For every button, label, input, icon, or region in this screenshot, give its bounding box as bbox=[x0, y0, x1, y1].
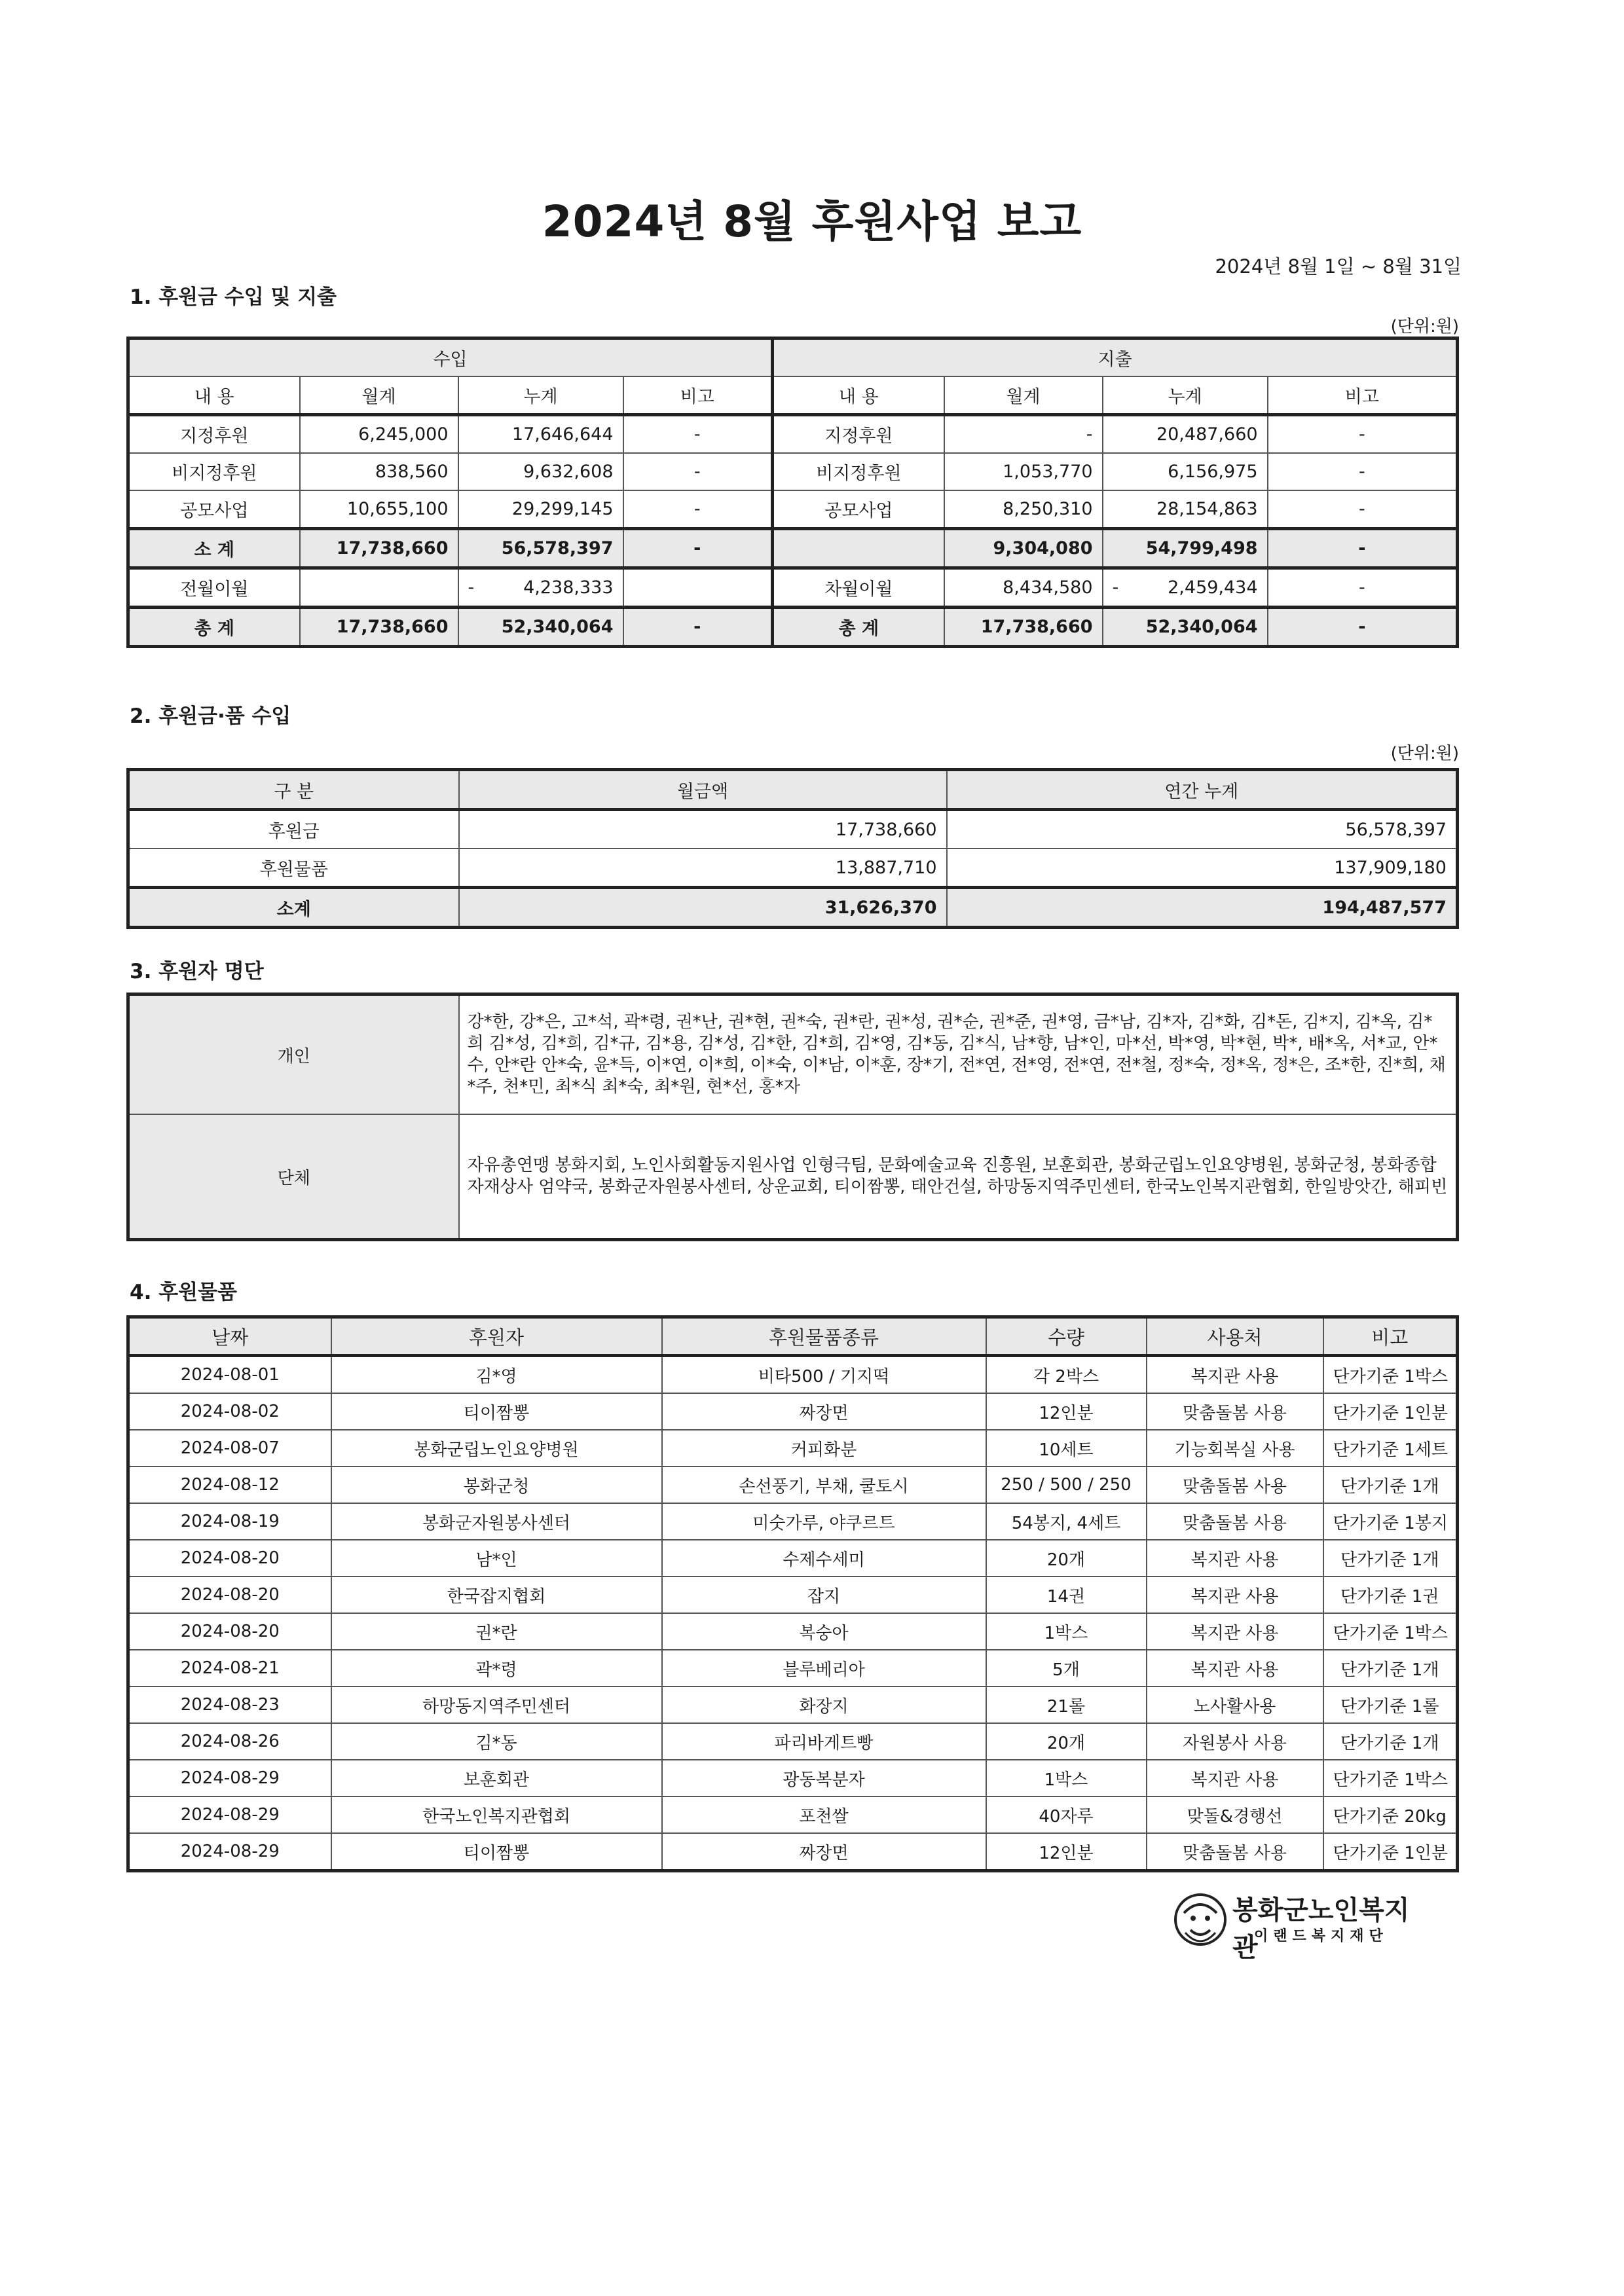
goods-donor-cell: 김*동 bbox=[331, 1723, 662, 1760]
individual-label: 개인 bbox=[128, 994, 459, 1115]
table-cell: 10,655,100 bbox=[300, 490, 458, 529]
table-cell: 20,487,660 bbox=[1103, 415, 1268, 454]
receipts-table bbox=[126, 768, 1459, 929]
goods-date-cell: 2024-08-23 bbox=[128, 1686, 331, 1723]
column-header: 구 분 bbox=[128, 770, 459, 810]
group-label: 단체 bbox=[128, 1114, 459, 1240]
table-cell: 공모사업 bbox=[773, 490, 944, 529]
goods-note-cell: 단가기준 1박스 bbox=[1323, 1760, 1458, 1796]
goods-qty-cell: 21롤 bbox=[986, 1686, 1147, 1723]
goods-use-cell: 복지관 사용 bbox=[1147, 1760, 1323, 1796]
goods-qty-cell: 20개 bbox=[986, 1723, 1147, 1760]
goods-item-cell: 짜장면 bbox=[662, 1833, 986, 1871]
goods-qty-cell: 20개 bbox=[986, 1540, 1147, 1576]
goods-item-cell: 수제수세미 bbox=[662, 1540, 986, 1576]
goods-note-cell: 단가기준 20kg bbox=[1323, 1796, 1458, 1833]
table-cell: 후원금 bbox=[128, 810, 459, 849]
goods-date-cell: 2024-08-20 bbox=[128, 1540, 331, 1576]
individual-donor-names: 강*한, 강*은, 고*석, 곽*령, 권*난, 권*현, 권*숙, 권*란, 권*성, 권*순, 권*준, 권*영, 금*남, 김*자, 김*화, 김*돈, 김*지, 김*옥, 김*희 김*성, 김*희, 김*규, 김*용, 김*성, 김*한, 김*희, 김*영, 김*동, 김*식, 남*향, 남*인, 마*선, 박*영, 박*현, 박*, 배*옥, 서*교, 안*수, 안*란 안*숙, 윤*득, 이*연, 이*희, 이*숙, 이*남, 이*훈, 장*기, 전*연, 전*영, 전*연, 전*철, 정*숙, 정*옥, 정*은, 조*한, 진*희, 채*주, 천*민, 최*식 최*숙, 최*원, 현*선, 홍*자 bbox=[459, 994, 1458, 1115]
section-donor-list-heading: 3. 후원자 명단 bbox=[130, 960, 264, 983]
table-cell bbox=[623, 568, 773, 608]
table-cell: 17,646,644 bbox=[458, 415, 623, 454]
goods-use-cell: 복지관 사용 bbox=[1147, 1540, 1323, 1576]
goods-qty-cell: 12인분 bbox=[986, 1393, 1147, 1430]
table-cell: 지정후원 bbox=[128, 415, 300, 454]
table-cell: 비지정후원 bbox=[773, 453, 944, 490]
table-cell: 17,738,660 bbox=[944, 608, 1103, 647]
table-row bbox=[128, 490, 1458, 529]
goods-date-cell: 2024-08-29 bbox=[128, 1796, 331, 1833]
income-header: 수입 bbox=[128, 338, 773, 377]
goods-donor-cell: 김*영 bbox=[331, 1356, 662, 1394]
column-header: 수량 bbox=[986, 1317, 1147, 1356]
goods-date-cell: 2024-08-02 bbox=[128, 1393, 331, 1430]
table-row bbox=[128, 1503, 1458, 1540]
subtotal-row bbox=[128, 888, 1458, 928]
table-cell: 13,887,710 bbox=[459, 848, 947, 888]
section-receipts-heading: 2. 후원금·품 수입 bbox=[130, 704, 291, 728]
goods-item-cell: 잡지 bbox=[662, 1576, 986, 1613]
unit-label: (단위:원) bbox=[1390, 317, 1459, 337]
table-cell bbox=[773, 529, 944, 568]
goods-use-cell: 복지관 사용 bbox=[1147, 1650, 1323, 1686]
goods-item-cell: 화장지 bbox=[662, 1686, 986, 1723]
table-row bbox=[128, 1430, 1458, 1467]
table-cell: 총 계 bbox=[128, 608, 300, 647]
goods-use-cell: 노사활사용 bbox=[1147, 1686, 1323, 1723]
column-header: 사용처 bbox=[1147, 1317, 1323, 1356]
column-header: 후원자 bbox=[331, 1317, 662, 1356]
goods-use-cell: 맞춤돌봄 사용 bbox=[1147, 1503, 1323, 1540]
table-cell: 6,245,000 bbox=[300, 415, 458, 454]
table-row bbox=[128, 1467, 1458, 1503]
donated-goods-table bbox=[126, 1315, 1459, 1872]
table-cell: - bbox=[1268, 453, 1458, 490]
goods-item-cell: 짜장면 bbox=[662, 1393, 986, 1430]
total-row bbox=[128, 608, 1458, 647]
group-donors-row bbox=[128, 1114, 1458, 1240]
column-header: 연간 누계 bbox=[947, 770, 1458, 810]
column-header: 날짜 bbox=[128, 1317, 331, 1356]
goods-date-cell: 2024-08-29 bbox=[128, 1833, 331, 1871]
page-title: 2024년 8월 후원사업 보고 bbox=[542, 196, 1082, 247]
goods-item-cell: 파리바게트빵 bbox=[662, 1723, 986, 1760]
table-row bbox=[128, 453, 1458, 490]
goods-donor-cell: 봉화군자원봉사센터 bbox=[331, 1503, 662, 1540]
goods-donor-cell: 봉화군립노인요양병원 bbox=[331, 1430, 662, 1467]
goods-use-cell: 맞춤돌봄 사용 bbox=[1147, 1467, 1323, 1503]
table-cell: 전월이월 bbox=[128, 568, 300, 608]
table-cell: - bbox=[1268, 529, 1458, 568]
unit-label: (단위:원) bbox=[1390, 744, 1459, 763]
group-donor-names: 자유총연맹 봉화지회, 노인사회활동지원사업 인형극팀, 문화예술교육 진흥원, 보훈회관, 봉화군립노인요양병원, 봉화군청, 봉화종합자재상사 엄약국, 봉화군자원봉사센터, 상운교회, 티이짬뽕, 태안건설, 하망동지역주민센터, 한국노인복지관협회, 한일방앗간, 해피빈 bbox=[459, 1114, 1458, 1240]
column-header: 내 용 bbox=[128, 376, 300, 415]
table-row bbox=[128, 1540, 1458, 1576]
goods-qty-cell: 250 / 500 / 250 bbox=[986, 1467, 1147, 1503]
table-cell: 지정후원 bbox=[773, 415, 944, 454]
table-cell: 소 계 bbox=[128, 529, 300, 568]
foundation-name: 이랜드복지재단 bbox=[1254, 1928, 1388, 1944]
goods-use-cell: 자원봉사 사용 bbox=[1147, 1723, 1323, 1760]
organization-name: 봉화군노인복지관 bbox=[1232, 1895, 1410, 1963]
goods-item-cell: 커피화분 bbox=[662, 1430, 986, 1467]
goods-qty-cell: 각 2박스 bbox=[986, 1356, 1147, 1394]
report-period: 2024년 8월 1일 ~ 8월 31일 bbox=[1215, 255, 1462, 278]
table-cell: - bbox=[1268, 568, 1458, 608]
table-cell: 6,156,975 bbox=[1103, 453, 1268, 490]
table-cell: 17,738,660 bbox=[300, 608, 458, 647]
goods-use-cell: 맞춤돌봄 사용 bbox=[1147, 1833, 1323, 1871]
elder-face-logo-icon bbox=[1172, 1891, 1228, 1950]
goods-qty-cell: 14권 bbox=[986, 1576, 1147, 1613]
cell-value: 2,459,434 bbox=[1168, 577, 1258, 598]
table-cell: - bbox=[1268, 415, 1458, 454]
table-cell: - bbox=[944, 415, 1103, 454]
table-cell: 56,578,397 bbox=[458, 529, 623, 568]
goods-qty-cell: 10세트 bbox=[986, 1430, 1147, 1467]
table-cell: 52,340,064 bbox=[1103, 608, 1268, 647]
goods-donor-cell: 권*란 bbox=[331, 1613, 662, 1650]
table-cell: 56,578,397 bbox=[947, 810, 1458, 849]
goods-use-cell: 맞돌&경행선 bbox=[1147, 1796, 1323, 1833]
table-cell: - bbox=[623, 608, 773, 647]
goods-use-cell: 복지관 사용 bbox=[1147, 1356, 1323, 1394]
goods-date-cell: 2024-08-29 bbox=[128, 1760, 331, 1796]
table-cell: 9,632,608 bbox=[458, 453, 623, 490]
goods-use-cell: 기능회복실 사용 bbox=[1147, 1430, 1323, 1467]
goods-note-cell: 단가기준 1박스 bbox=[1323, 1613, 1458, 1650]
table-cell: 후원물품 bbox=[128, 848, 459, 888]
goods-date-cell: 2024-08-07 bbox=[128, 1430, 331, 1467]
goods-item-cell: 미숫가루, 야쿠르트 bbox=[662, 1503, 986, 1540]
table-row bbox=[128, 1686, 1458, 1723]
column-header: 누계 bbox=[1103, 376, 1268, 415]
table-cell: 54,799,498 bbox=[1103, 529, 1268, 568]
table-cell: 9,304,080 bbox=[944, 529, 1103, 568]
goods-donor-cell: 한국잡지협회 bbox=[331, 1576, 662, 1613]
column-header: 비고 bbox=[1323, 1317, 1458, 1356]
table-row bbox=[128, 1356, 1458, 1394]
goods-qty-cell: 1박스 bbox=[986, 1760, 1147, 1796]
goods-date-cell: 2024-08-01 bbox=[128, 1356, 331, 1394]
table-cell: 1,053,770 bbox=[944, 453, 1103, 490]
column-header: 후원물품종류 bbox=[662, 1317, 986, 1356]
table-row bbox=[128, 1393, 1458, 1430]
goods-qty-cell: 1박스 bbox=[986, 1613, 1147, 1650]
minus-sign: - bbox=[1112, 577, 1119, 598]
goods-donor-cell: 한국노인복지관협회 bbox=[331, 1796, 662, 1833]
goods-note-cell: 단가기준 1인분 bbox=[1323, 1393, 1458, 1430]
goods-item-cell: 복숭아 bbox=[662, 1613, 986, 1650]
cell-value: 4,238,333 bbox=[523, 577, 614, 598]
goods-donor-cell: 티이짬뽕 bbox=[331, 1833, 662, 1871]
table-cell: 8,434,580 bbox=[944, 568, 1103, 608]
table-cell: 31,626,370 bbox=[459, 888, 947, 928]
table-row bbox=[128, 415, 1458, 454]
table-cell: 838,560 bbox=[300, 453, 458, 490]
table-cell: 17,738,660 bbox=[459, 810, 947, 849]
goods-date-cell: 2024-08-21 bbox=[128, 1650, 331, 1686]
table-cell bbox=[300, 568, 458, 608]
table-row bbox=[128, 1650, 1458, 1686]
goods-note-cell: 단가기준 1개 bbox=[1323, 1650, 1458, 1686]
table-cell bbox=[1103, 568, 1268, 608]
goods-note-cell: 단가기준 1개 bbox=[1323, 1540, 1458, 1576]
table-cell: 194,487,577 bbox=[947, 888, 1458, 928]
goods-donor-cell: 티이짬뽕 bbox=[331, 1393, 662, 1430]
table-cell: 52,340,064 bbox=[458, 608, 623, 647]
goods-date-cell: 2024-08-12 bbox=[128, 1467, 331, 1503]
expense-header: 지출 bbox=[773, 338, 1458, 377]
goods-donor-cell: 보훈회관 bbox=[331, 1760, 662, 1796]
table-row bbox=[128, 810, 1458, 849]
table-cell: 8,250,310 bbox=[944, 490, 1103, 529]
column-header: 월계 bbox=[300, 376, 458, 415]
table-cell: 137,909,180 bbox=[947, 848, 1458, 888]
column-header: 내 용 bbox=[773, 376, 944, 415]
section-income-expense-heading: 1. 후원금 수입 및 지출 bbox=[130, 285, 337, 309]
goods-date-cell: 2024-08-26 bbox=[128, 1723, 331, 1760]
goods-note-cell: 단가기준 1봉지 bbox=[1323, 1503, 1458, 1540]
table-cell: 총 계 bbox=[773, 608, 944, 647]
table-cell: - bbox=[623, 415, 773, 454]
table-cell: - bbox=[1268, 490, 1458, 529]
table-cell: 차월이월 bbox=[773, 568, 944, 608]
goods-qty-cell: 5개 bbox=[986, 1650, 1147, 1686]
goods-use-cell: 복지관 사용 bbox=[1147, 1613, 1323, 1650]
goods-donor-cell: 하망동지역주민센터 bbox=[331, 1686, 662, 1723]
goods-note-cell: 단가기준 1개 bbox=[1323, 1723, 1458, 1760]
column-header: 비고 bbox=[1268, 376, 1458, 415]
subtotal-row bbox=[128, 529, 1458, 568]
table-cell bbox=[458, 568, 623, 608]
table-row bbox=[128, 1576, 1458, 1613]
table-cell: - bbox=[1268, 608, 1458, 647]
table-cell: 28,154,863 bbox=[1103, 490, 1268, 529]
goods-qty-cell: 54봉지, 4세트 bbox=[986, 1503, 1147, 1540]
table-cell: - bbox=[623, 453, 773, 490]
individual-donors-row bbox=[128, 994, 1458, 1115]
goods-donor-cell: 봉화군청 bbox=[331, 1467, 662, 1503]
goods-use-cell: 복지관 사용 bbox=[1147, 1576, 1323, 1613]
goods-item-cell: 포천쌀 bbox=[662, 1796, 986, 1833]
goods-item-cell: 비타500 / 기지떡 bbox=[662, 1356, 986, 1394]
goods-note-cell: 단가기준 1롤 bbox=[1323, 1686, 1458, 1723]
column-header: 누계 bbox=[458, 376, 623, 415]
goods-note-cell: 단가기준 1권 bbox=[1323, 1576, 1458, 1613]
goods-item-cell: 광동복분자 bbox=[662, 1760, 986, 1796]
goods-donor-cell: 남*인 bbox=[331, 1540, 662, 1576]
column-header: 월계 bbox=[944, 376, 1103, 415]
table-row bbox=[128, 1760, 1458, 1796]
goods-note-cell: 단가기준 1세트 bbox=[1323, 1430, 1458, 1467]
carry-over-row bbox=[128, 568, 1458, 608]
organization-logo bbox=[1172, 1889, 1434, 1963]
goods-date-cell: 2024-08-20 bbox=[128, 1613, 331, 1650]
table-cell: - bbox=[623, 490, 773, 529]
table-row bbox=[128, 848, 1458, 888]
goods-qty-cell: 12인분 bbox=[986, 1833, 1147, 1871]
table-row bbox=[128, 1796, 1458, 1833]
goods-date-cell: 2024-08-20 bbox=[128, 1576, 331, 1613]
table-cell: 17,738,660 bbox=[300, 529, 458, 568]
column-header: 비고 bbox=[623, 376, 773, 415]
section-goods-heading: 4. 후원물품 bbox=[130, 1281, 237, 1304]
income-expense-table bbox=[126, 337, 1459, 648]
minus-sign: - bbox=[468, 577, 475, 598]
table-cell: 비지정후원 bbox=[128, 453, 300, 490]
goods-donor-cell: 곽*령 bbox=[331, 1650, 662, 1686]
goods-note-cell: 단가기준 1박스 bbox=[1323, 1356, 1458, 1394]
table-row bbox=[128, 1613, 1458, 1650]
goods-use-cell: 맞춤돌봄 사용 bbox=[1147, 1393, 1323, 1430]
table-cell: - bbox=[623, 529, 773, 568]
goods-item-cell: 손선풍기, 부채, 쿨토시 bbox=[662, 1467, 986, 1503]
column-header: 월금액 bbox=[459, 770, 947, 810]
goods-note-cell: 단가기준 1인분 bbox=[1323, 1833, 1458, 1871]
table-cell: 29,299,145 bbox=[458, 490, 623, 529]
goods-date-cell: 2024-08-19 bbox=[128, 1503, 331, 1540]
donor-list-table bbox=[126, 993, 1459, 1241]
goods-qty-cell: 40자루 bbox=[986, 1796, 1147, 1833]
table-cell: 소계 bbox=[128, 888, 459, 928]
table-row bbox=[128, 1723, 1458, 1760]
table-row bbox=[128, 1833, 1458, 1871]
goods-note-cell: 단가기준 1개 bbox=[1323, 1467, 1458, 1503]
goods-item-cell: 블루베리아 bbox=[662, 1650, 986, 1686]
table-cell: 공모사업 bbox=[128, 490, 300, 529]
